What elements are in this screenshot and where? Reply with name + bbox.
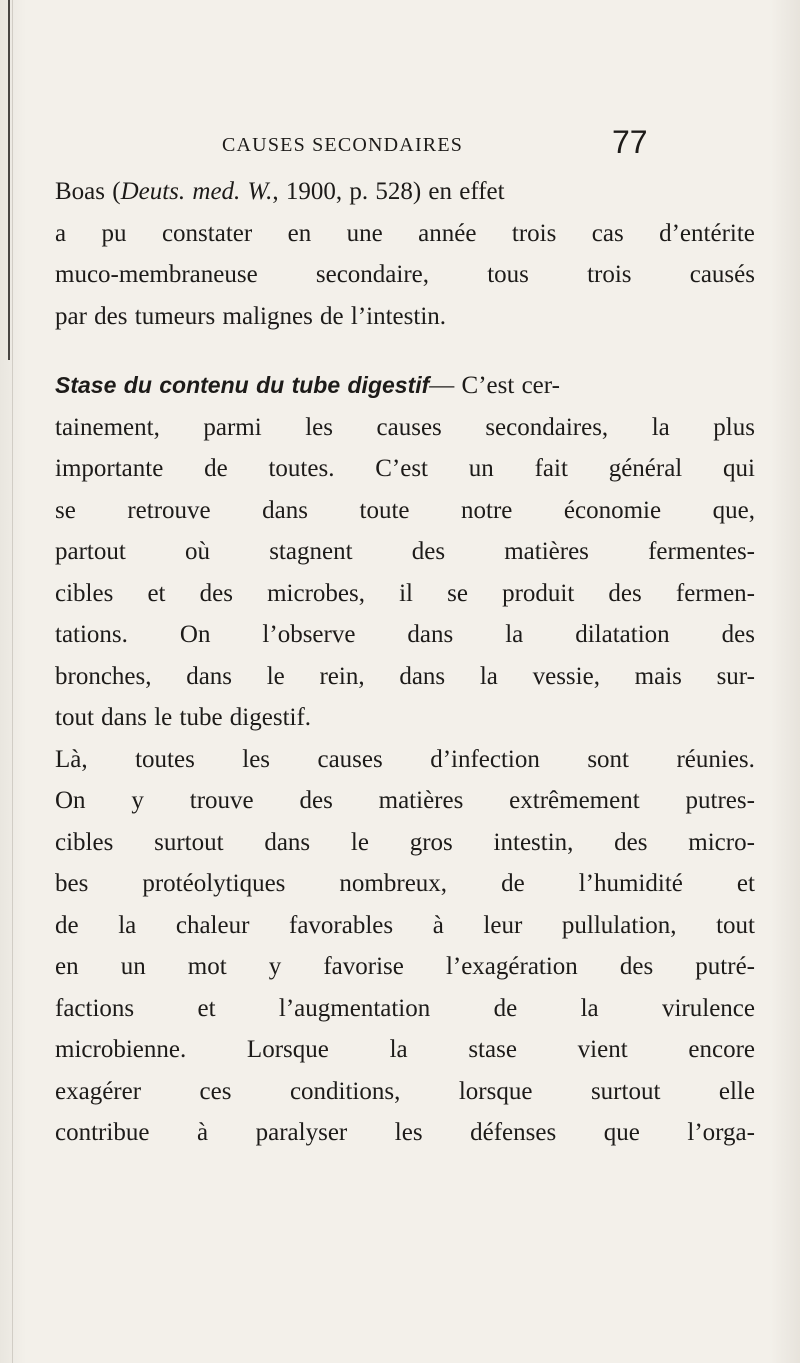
word: sont bbox=[587, 745, 630, 773]
word: toutes bbox=[135, 745, 195, 773]
word: causes bbox=[317, 745, 383, 773]
text-line bbox=[55, 213, 755, 255]
word: cibles bbox=[55, 579, 114, 607]
word: constater bbox=[161, 219, 253, 247]
text-line bbox=[55, 1112, 755, 1154]
word: dans bbox=[186, 662, 233, 690]
word: dilatation bbox=[575, 621, 670, 648]
word: chaleur bbox=[175, 911, 250, 939]
body-text bbox=[55, 171, 755, 1154]
text-line bbox=[55, 780, 755, 822]
text-line bbox=[55, 365, 755, 407]
word: y bbox=[131, 787, 144, 814]
word: bes bbox=[55, 870, 89, 897]
word: vessie, bbox=[532, 662, 600, 690]
citation-title: Deuts. med. W. bbox=[120, 178, 273, 205]
word: cibles bbox=[55, 828, 114, 856]
word: des bbox=[199, 579, 233, 607]
word: notre bbox=[461, 496, 513, 524]
word: dans bbox=[407, 621, 454, 648]
word: micro- bbox=[688, 828, 755, 856]
word: leur bbox=[483, 911, 523, 939]
word: favorables bbox=[289, 911, 394, 939]
word: protéolytiques bbox=[142, 870, 286, 897]
word: ces bbox=[199, 1077, 232, 1105]
word: la bbox=[651, 413, 670, 441]
word: mais bbox=[634, 662, 682, 690]
word: putré- bbox=[695, 953, 755, 980]
word: stagnent bbox=[269, 538, 353, 565]
word: que bbox=[603, 1119, 640, 1146]
word: stase bbox=[468, 1036, 517, 1063]
word: des bbox=[411, 538, 446, 565]
word: intestin, bbox=[493, 828, 574, 856]
page-number: 77 bbox=[612, 124, 648, 160]
word: pu bbox=[101, 219, 127, 247]
word: que, bbox=[712, 496, 755, 524]
word: la bbox=[118, 911, 137, 939]
word: l’orga- bbox=[687, 1119, 755, 1146]
word: à bbox=[196, 1119, 209, 1146]
word: l’augmentation bbox=[278, 994, 431, 1022]
word: On bbox=[55, 787, 86, 814]
word: fermen- bbox=[675, 579, 755, 607]
word: putres- bbox=[685, 787, 755, 814]
word: lorsque bbox=[458, 1077, 533, 1105]
word: dans bbox=[262, 496, 308, 524]
word: les bbox=[394, 1119, 423, 1146]
word: défenses bbox=[470, 1119, 557, 1146]
word: fait bbox=[534, 455, 568, 482]
word: partout bbox=[55, 538, 126, 565]
word: et bbox=[197, 994, 216, 1022]
text-line bbox=[55, 946, 755, 988]
word: d’infection bbox=[430, 745, 540, 773]
word: encore bbox=[688, 1036, 755, 1063]
word: On bbox=[179, 621, 211, 648]
word: contribue bbox=[55, 1119, 150, 1146]
word: général bbox=[608, 455, 683, 482]
text-line bbox=[55, 739, 755, 781]
word: tations. bbox=[55, 621, 128, 648]
binding-edge bbox=[8, 0, 10, 360]
page-header bbox=[0, 124, 800, 164]
word: de bbox=[501, 870, 525, 897]
word: trois bbox=[511, 219, 557, 247]
word: muco-membraneuse bbox=[55, 261, 258, 288]
word: matières bbox=[504, 538, 589, 565]
word: Là, bbox=[55, 745, 88, 773]
word: plus bbox=[713, 413, 755, 441]
word: trois bbox=[587, 261, 632, 288]
word: des bbox=[299, 787, 333, 814]
word: extrêmement bbox=[509, 787, 640, 814]
word: les bbox=[242, 745, 271, 773]
word: tous bbox=[487, 261, 529, 288]
word: paralyser bbox=[255, 1119, 348, 1146]
word: économie bbox=[563, 496, 662, 524]
text-line bbox=[55, 822, 755, 864]
word: favorise bbox=[323, 953, 404, 980]
word: microbienne. bbox=[55, 1036, 187, 1063]
word: les bbox=[305, 413, 333, 441]
text-line bbox=[55, 863, 755, 905]
text-line bbox=[55, 407, 755, 449]
word: un bbox=[468, 455, 494, 482]
text-line bbox=[55, 490, 755, 532]
binding-shadow bbox=[12, 0, 13, 1363]
word: se bbox=[447, 579, 468, 607]
word: tainement, bbox=[55, 413, 160, 441]
word: l’observe bbox=[262, 621, 356, 648]
word: toute bbox=[359, 496, 410, 524]
section-heading: Stase du contenu du tube digestif bbox=[55, 372, 430, 398]
word: dans bbox=[264, 828, 311, 856]
word: le bbox=[266, 662, 285, 690]
word: trouve bbox=[189, 787, 254, 814]
word: vient bbox=[577, 1036, 628, 1063]
paragraph-gap bbox=[55, 337, 755, 365]
word: retrouve bbox=[127, 496, 211, 524]
word: microbes, bbox=[267, 579, 365, 607]
word: d’entérite bbox=[659, 219, 755, 247]
word: secondaires, bbox=[485, 413, 609, 441]
word: un bbox=[120, 953, 146, 980]
text-line bbox=[55, 656, 755, 698]
running-head: CAUSES SECONDAIRES bbox=[222, 134, 464, 156]
text-line bbox=[55, 531, 755, 573]
word: il bbox=[399, 579, 413, 607]
word: tout bbox=[716, 911, 755, 939]
text-fragment: Boas ( bbox=[55, 178, 121, 205]
word: qui bbox=[723, 455, 755, 482]
text-line bbox=[55, 448, 755, 490]
word: cas bbox=[591, 219, 624, 247]
word: pullulation, bbox=[561, 911, 677, 939]
word: année bbox=[418, 219, 477, 247]
word: conditions, bbox=[289, 1077, 401, 1105]
word: se bbox=[55, 496, 76, 524]
word: virulence bbox=[661, 994, 755, 1022]
word: de bbox=[204, 455, 228, 482]
word: à bbox=[432, 911, 444, 939]
text-fragment: , 1900, p. 528) en effet bbox=[272, 178, 505, 205]
word: le bbox=[350, 828, 369, 856]
word: des bbox=[608, 579, 642, 607]
word: l’humidité bbox=[578, 870, 683, 897]
word: elle bbox=[718, 1077, 755, 1105]
word: des bbox=[721, 621, 755, 648]
word: parmi bbox=[203, 413, 262, 441]
word: des bbox=[619, 953, 654, 980]
word: surtout bbox=[590, 1077, 661, 1105]
word: des bbox=[614, 828, 648, 856]
word: factions bbox=[55, 994, 135, 1022]
text-line: par des tumeurs malignes de l’intestin. bbox=[55, 302, 447, 330]
word: la bbox=[580, 994, 599, 1022]
word: Lorsque bbox=[246, 1036, 329, 1063]
word: toutes. bbox=[268, 455, 335, 482]
word: dans bbox=[399, 662, 446, 690]
word: causes bbox=[376, 413, 442, 441]
word: sur- bbox=[716, 662, 755, 690]
text-line bbox=[55, 254, 755, 296]
text-fragment: — C’est cer- bbox=[429, 372, 560, 399]
word: y bbox=[268, 953, 282, 980]
text-line bbox=[55, 988, 755, 1030]
word: en bbox=[55, 953, 79, 980]
word: exagérer bbox=[55, 1077, 142, 1105]
word: importante bbox=[55, 455, 164, 482]
word: C’est bbox=[375, 455, 429, 482]
word: produit bbox=[502, 579, 575, 607]
word: secondaire, bbox=[315, 261, 430, 288]
word: fermentes- bbox=[648, 538, 755, 565]
text-line bbox=[55, 573, 755, 615]
text-line bbox=[55, 1029, 755, 1071]
word: a bbox=[55, 219, 67, 247]
text-line bbox=[55, 905, 755, 947]
text-line bbox=[55, 1071, 755, 1113]
word: de bbox=[493, 994, 518, 1022]
word: bronches, bbox=[55, 662, 152, 690]
word: gros bbox=[409, 828, 453, 856]
word: causés bbox=[689, 261, 755, 288]
text-line: tout dans le tube digestif. bbox=[55, 704, 312, 731]
word: la bbox=[479, 662, 498, 690]
word: matières bbox=[378, 787, 464, 814]
word: surtout bbox=[154, 828, 224, 856]
word: où bbox=[185, 538, 211, 565]
word: et bbox=[736, 870, 755, 897]
word: la bbox=[389, 1036, 408, 1063]
word: et bbox=[147, 579, 166, 607]
word: rein, bbox=[319, 662, 365, 690]
word: nombreux, bbox=[339, 870, 448, 897]
word: la bbox=[505, 621, 524, 648]
word: de bbox=[55, 911, 79, 939]
word: une bbox=[346, 219, 383, 247]
word: mot bbox=[187, 953, 227, 980]
word: réunies. bbox=[676, 745, 755, 773]
text-line bbox=[55, 171, 755, 213]
text-line bbox=[55, 614, 755, 656]
word: en bbox=[287, 219, 312, 247]
word: l’exagération bbox=[445, 953, 578, 980]
